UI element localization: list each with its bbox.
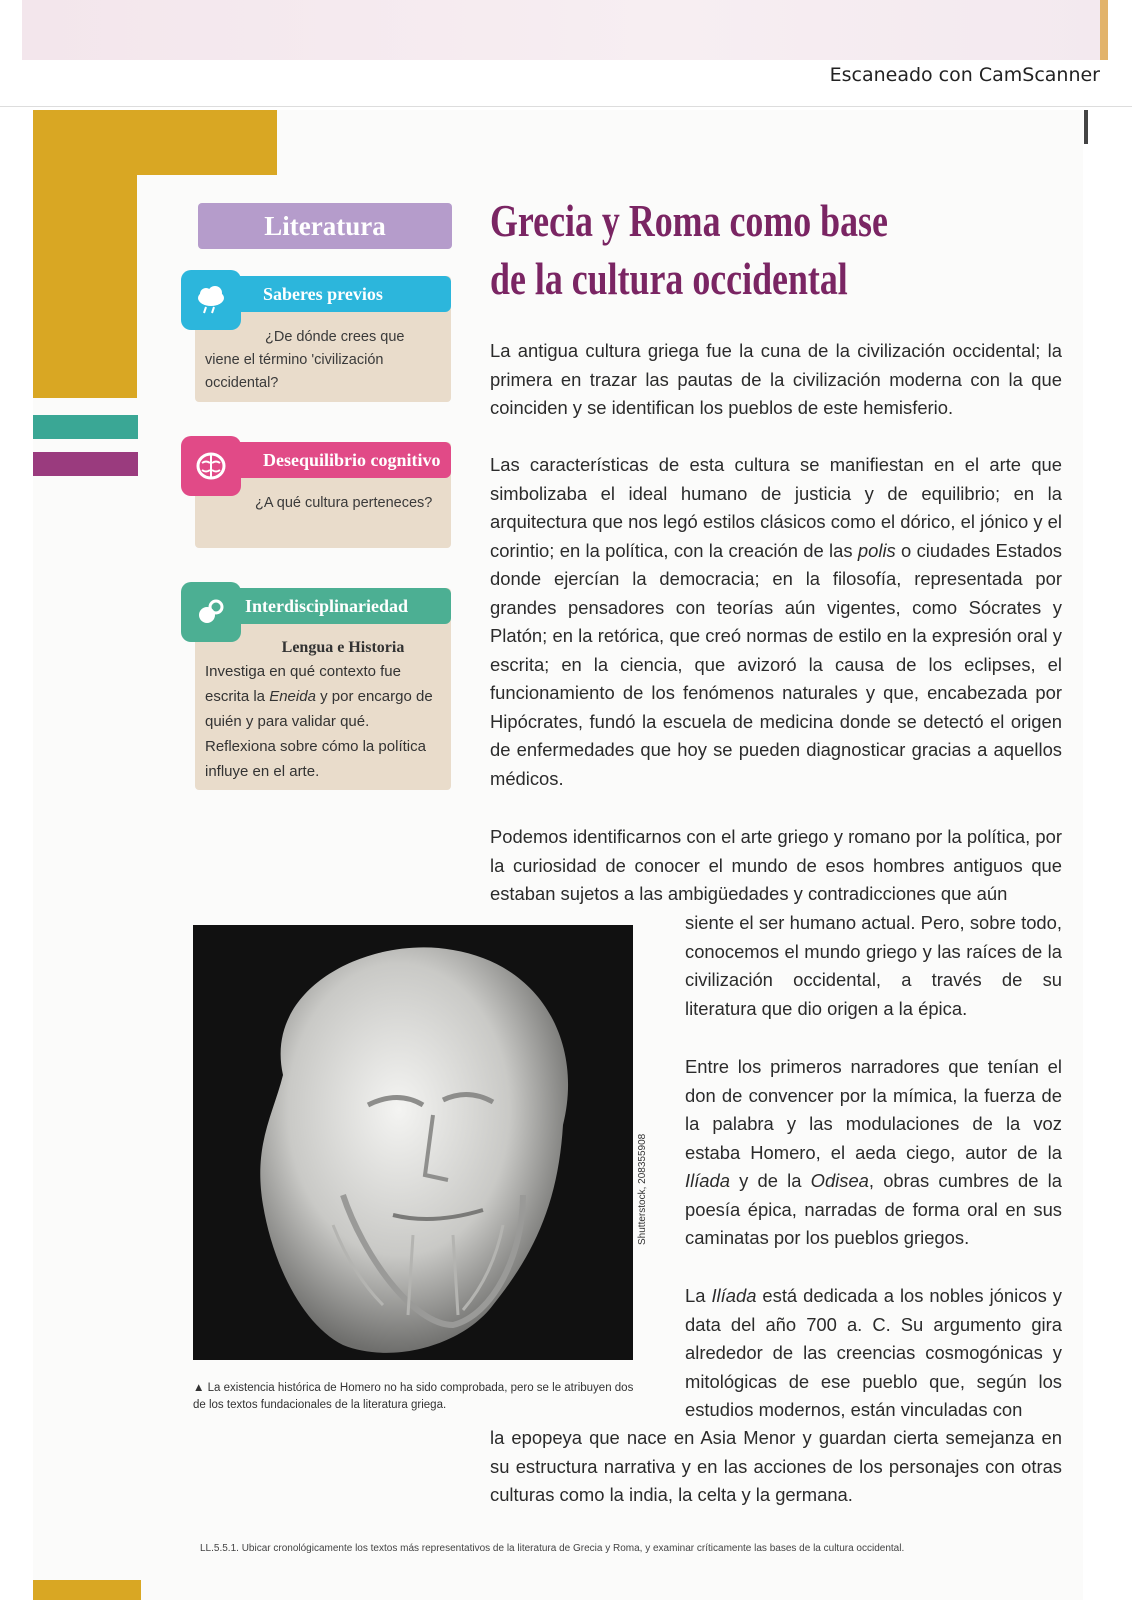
iliada-italic: Ilíada — [685, 1170, 730, 1191]
figure-caption-text: La existencia histórica de Homero no ha sido comprobada, pero se le atribuyen dos de los textos fundacionales de la literatura griega. — [193, 1382, 634, 1411]
saberes-previos-question: ¿De dónde crees que viene el término 'civilización occidental? — [205, 329, 405, 391]
polis-italic: polis — [857, 539, 896, 561]
cloud-icon — [181, 270, 241, 330]
interdisciplinariedad-body — [205, 636, 441, 784]
divider — [0, 106, 1132, 107]
paragraph-5-text: La — [685, 1285, 712, 1306]
paragraph-4-text-c: , obras cumbres de la poesía épica, narradas de forma oral en sus caminatas por los pueblos griegos. — [685, 1170, 1062, 1248]
title-line-2: de la cultura occidental — [490, 253, 848, 304]
header-accent — [1100, 0, 1108, 60]
paragraph-4-text: Entre los primeros narradores que tenían el don de convencer por la mímica, la fuerza de la palabra y las modulaciones de la voz estaba Homero, el aeda ciego, autor de la — [685, 1056, 1062, 1163]
desequilibrio-question: ¿A qué cultura perteneces? — [255, 495, 433, 511]
interdisciplinariedad-text: Investiga en qué contexto fue escrita la — [205, 663, 401, 705]
figure-caption — [193, 1380, 638, 1414]
photo-credit: Shutterstock, 208355908 — [637, 1133, 648, 1245]
paragraph-4 — [685, 1053, 1062, 1253]
paragraph-4-text-b: y de la — [730, 1170, 811, 1191]
paragraph-2-text: Las características de esta cultura se manifiestan en el arte que simbolizaba el ideal humano de justicia y de equilibrio; en la arquitectura que nos legó estilos clásicos como el dórico, el jónico y el corintio; en la política, con la creación de las — [490, 454, 1062, 561]
paragraph-2 — [490, 451, 1062, 793]
camscanner-header-bar — [22, 0, 1102, 60]
eneida-italic: Eneida — [269, 688, 316, 705]
iliada-italic-2: Ilíada — [711, 1285, 757, 1306]
paragraph-5-text-b: está dedicada a los nobles jónicos y data del año 700 a. C. Su argumento gira alrededor de las creencias cosmogónicas y mitológicas de ese pueblo que, según los estudios modernos, están vinculadas con — [685, 1285, 1062, 1420]
desequilibrio-box — [195, 442, 451, 548]
brain-icon — [181, 436, 241, 496]
footer-standard: LL.5.5.1. Ubicar cronológicamente los textos más representativos de la literatura de Grecia y Roma, y examinar críticamente las bases de la cultura occidental. — [200, 1543, 905, 1554]
interdisciplinariedad-subtitle: Lengua e Historia — [281, 639, 405, 656]
section-tab: Literatura — [198, 203, 452, 249]
paragraph-3-cont: siente el ser humano actual. Pero, sobre todo, conocemos el mundo griego y las raíces de la civilización occidental, a través de su literatura que dio origen a la épica. — [685, 912, 1062, 1019]
triangle-icon: ▲ — [193, 1382, 208, 1394]
camscanner-label: Escaneado con CamScanner — [829, 64, 1100, 86]
paragraph-1: La antigua cultura griega fue la cuna de la civilización occidental; la primera en trazar las pautas de la civilización moderna con la que coinciden y se identifican los pueblos de este hemisferio. — [490, 340, 1062, 418]
paragraph-5 — [685, 1282, 1062, 1425]
page-edge-shadow — [1084, 110, 1088, 144]
interdisciplinariedad-title: Interdisciplinariedad — [195, 588, 451, 624]
interdisciplinariedad-text-2: y por encargo de quién y para validar qué. Reflexiona sobre cómo la política influye en el arte. — [205, 688, 433, 780]
odisea-italic: Odisea — [810, 1170, 869, 1191]
saberes-previos-box — [195, 276, 451, 402]
page-title — [490, 192, 888, 308]
desequilibrio-title: Desequilibrio cognitivo — [195, 442, 451, 478]
purple-tab-marker — [33, 452, 138, 476]
paragraph-3: Podemos identificarnos con el arte griego y romano por la política, por la curiosidad de conocer el mundo de esos hombres antiguos que estaban sujetos a las ambigüedades y contradicciones que aún — [490, 826, 1062, 904]
saberes-previos-title: Saberes previos — [195, 276, 451, 312]
title-line-1: Grecia y Roma como base — [490, 195, 888, 246]
link-icon — [181, 582, 241, 642]
interdisciplinariedad-box — [195, 588, 451, 790]
homer-bust-photo — [193, 925, 633, 1360]
teal-tab-marker — [33, 415, 138, 439]
page-number-block — [33, 1580, 141, 1600]
paragraph-2-text-b: o ciudades Estados donde ejercían la democracia; en la filosofía, representada por grandes pensadores con teorías aún vigentes, como Sócrates y Platón; en la retórica, que creó normas de estilo en la expresión oral y escrita; en la ciencia, que avizoró la causa de los eclipses, el funcionamiento de los fenómenos naturales y que, encabezada por Hipócrates, fundó la escuela de medicina donde se detectó el origen de enfermedades que hoy se pueden diagnosticar gracias a aquellos médicos. — [490, 539, 1062, 789]
paragraph-5-cont: la epopeya que nace en Asia Menor y guardan cierta semejanza en su estructura narrativa y en las acciones de los personajes con otras culturas como la india, la celta y la germana. — [490, 1427, 1062, 1505]
